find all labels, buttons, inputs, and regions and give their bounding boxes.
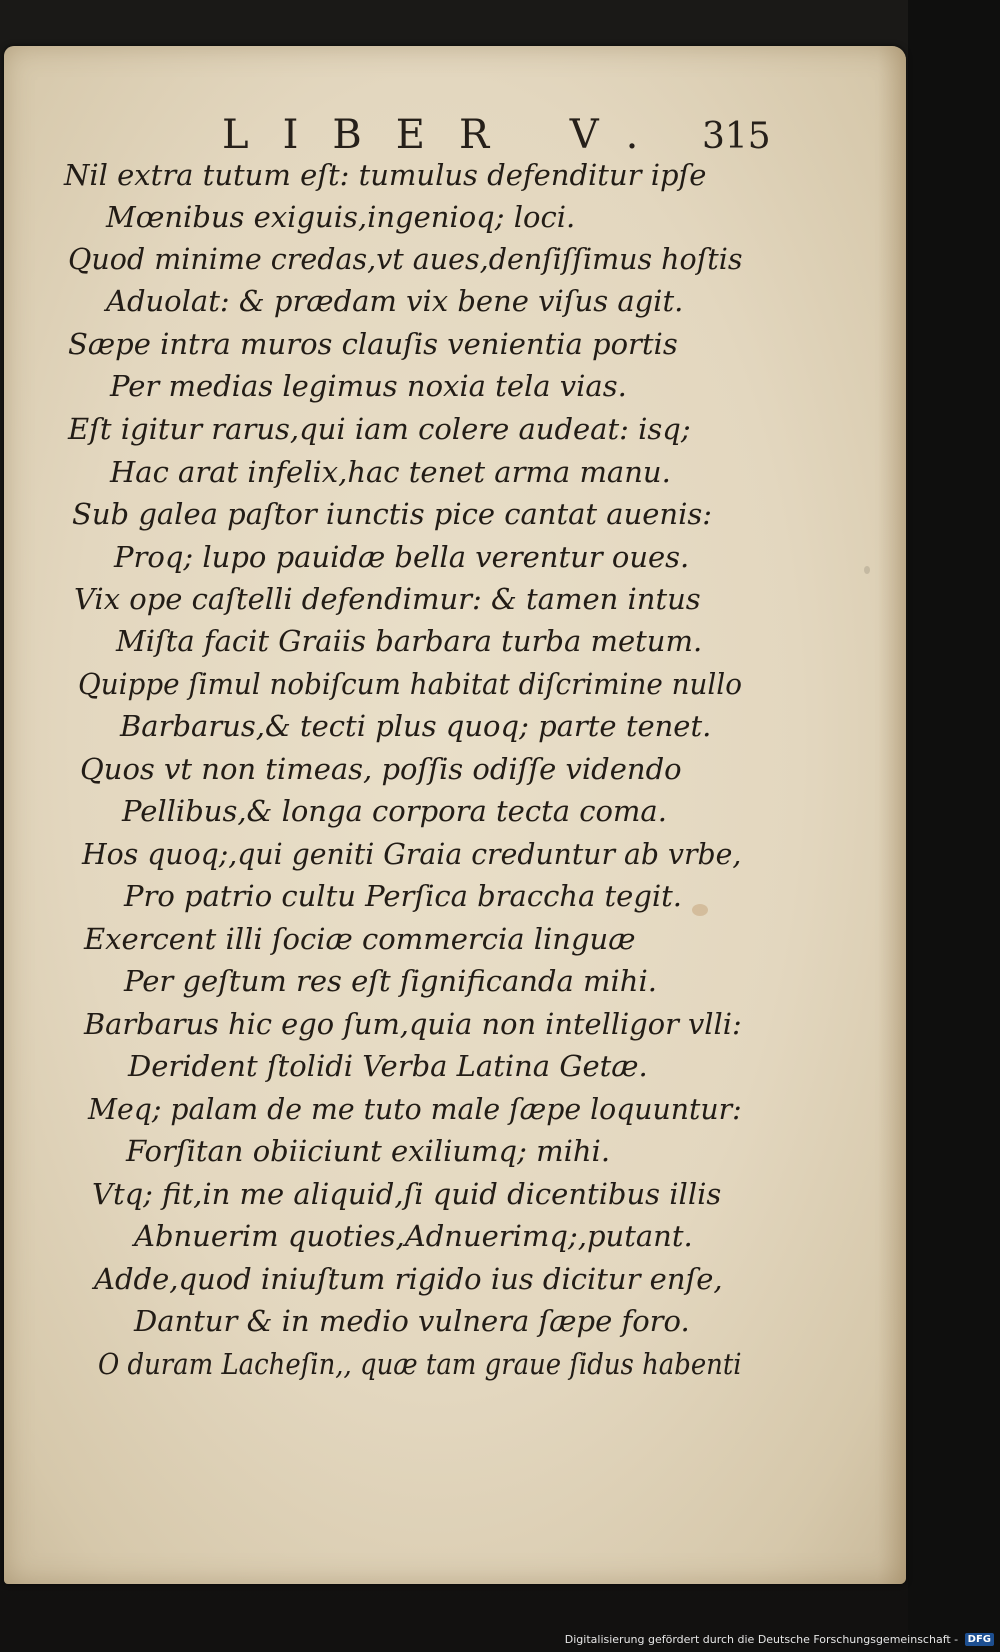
paper-stain bbox=[692, 904, 708, 916]
verse-line: Nil extra tutum eſt: tumulus defenditur ipſe bbox=[64, 158, 707, 192]
scan-right-margin bbox=[908, 0, 1000, 1652]
credit-text: Digitalisierung gefördert durch die Deutsche Forschungsgemeinschaft - bbox=[564, 1632, 959, 1646]
dfg-logo: DFG bbox=[965, 1633, 994, 1646]
verse-line: Adde,quod iniuſtum rigido ius dicitur enſe, bbox=[94, 1262, 723, 1296]
verse-line: Mœnibus exiguis,ingenioq; loci. bbox=[106, 200, 576, 234]
verse-line: Forſitan obiiciunt exiliumq; mihi. bbox=[126, 1134, 611, 1168]
verse-line: Sub galea paſtor iunctis pice cantat auenis: bbox=[72, 497, 713, 531]
verse-line: Vtq; fit,in me aliquid,ſi quid dicentibus illis bbox=[92, 1177, 722, 1211]
verse-line: Vix ope caſtelli defendimur: & tamen intus bbox=[74, 582, 701, 616]
verse-line: Exercent illi ſociæ commercia linguæ bbox=[84, 922, 636, 956]
verse-line: Aduolat: & prædam vix bene viſus agit. bbox=[106, 284, 684, 318]
verse-line: Abnuerim quoties,Adnuerimq;,putant. bbox=[134, 1219, 693, 1253]
verse-line: Eſt igitur rarus,qui iam colere audeat: isq; bbox=[68, 412, 691, 446]
verse-line: Per medias legimus noxia tela vias. bbox=[110, 369, 627, 403]
verse-line: Hac arat infelix,hac tenet arma manu. bbox=[110, 455, 671, 489]
verse-line: Sæpe intra muros clauſis venientia portis bbox=[68, 327, 678, 361]
verse-line: Proq; lupo pauidæ bella verentur oues. bbox=[114, 540, 690, 574]
verse-line: Miſta facit Graiis barbara turba metum. bbox=[116, 624, 703, 658]
verse-line: Barbarus hic ego ſum,quia non intelligor vlli: bbox=[84, 1007, 742, 1041]
digitization-credit bbox=[565, 1633, 994, 1647]
page-edge-shading bbox=[878, 46, 906, 1584]
verse-line: O duram Lacheſin,, quæ tam graue ſidus habenti bbox=[98, 1347, 742, 1381]
verse-line: Per geſtum res eſt ſignificanda mihi. bbox=[124, 964, 657, 998]
verse-line: Quos vt non timeas, poſſis odiſſe videndo bbox=[80, 752, 682, 786]
verse-line: Quod minime credas,vt aues,denſiſſimus hoſtis bbox=[68, 242, 743, 276]
verse-line: Pro patrio cultu Perſica braccha tegit. bbox=[124, 879, 683, 913]
verse-line: Hos quoq;,qui geniti Graia creduntur ab vrbe, bbox=[82, 837, 742, 871]
running-title: LIBER V. bbox=[222, 112, 673, 158]
verse-line: Dantur & in medio vulnera ſæpe foro. bbox=[134, 1304, 690, 1338]
verse-line: Derident ſtolidi Verba Latina Getæ. bbox=[128, 1049, 648, 1083]
verse-line: Quippe ſimul nobiſcum habitat diſcrimine nullo bbox=[78, 667, 742, 701]
paper-stain bbox=[864, 566, 870, 574]
verse-line: Pellibus,& longa corpora tecta coma. bbox=[122, 794, 667, 828]
verse-line: Barbarus,& tecti plus quoq; parte tenet. bbox=[120, 709, 712, 743]
page-number: 315 bbox=[702, 116, 771, 157]
verse-line: Meq; palam de me tuto male ſæpe loquuntur: bbox=[88, 1092, 742, 1126]
